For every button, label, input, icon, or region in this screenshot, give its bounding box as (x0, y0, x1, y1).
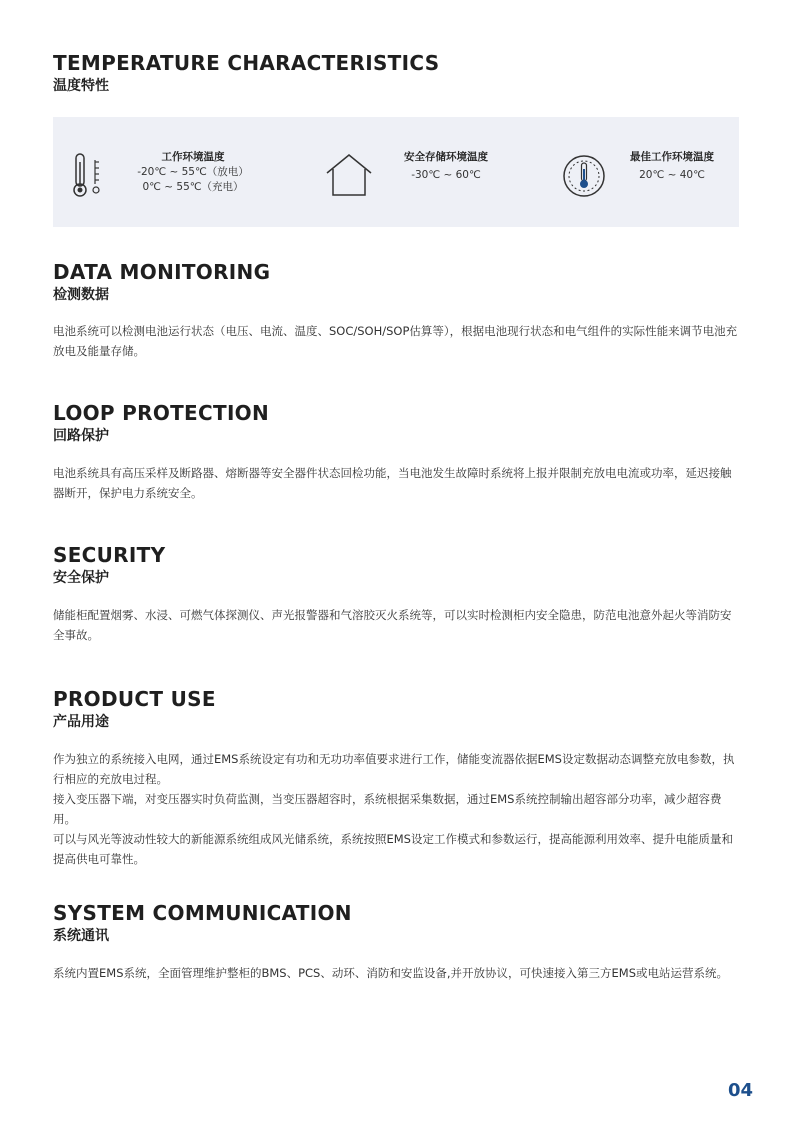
security-body (53, 605, 741, 645)
temperature-panel (53, 117, 739, 227)
security-subtitle: 安全保护 (53, 570, 109, 586)
product-use-title: PRODUCT USE (53, 687, 216, 711)
body-paragraph: 可以与风光等波动性较大的新能源系统组成风光储系统，系统按照EMS设定工作模式和参数运行，提高能源利用效率、提升电能质量和提高供电可靠性。 (53, 832, 733, 866)
body-paragraph: 电池系统可以检测电池运行状态（电压、电流、温度、SOC/SOH/SOP估算等），根据电池现行状态和电气组件的实际性能来调节电池充放电及能量存储。 (53, 324, 738, 358)
system-communication-title: SYSTEM COMMUNICATION (53, 901, 352, 925)
system-communication-section (53, 902, 743, 983)
body-paragraph: 接入变压器下端，对变压器实时负荷监测，当变压器超容时，系统根据采集数据，通过EMS系统控制输出超容部分功率，减少超容费用。 (53, 792, 722, 826)
temp-text-optimal (617, 149, 727, 183)
temp-value: -30℃ ~ 60℃ (411, 169, 481, 181)
house-icon (325, 153, 373, 197)
temp-text-storage (381, 149, 511, 183)
temp-label: 最佳工作环境温度 (630, 151, 714, 163)
system-communication-subtitle: 系统通讯 (53, 928, 109, 944)
temp-value: 20℃ ~ 40℃ (639, 169, 705, 181)
product-use-section (53, 688, 743, 869)
temp-item-storage (311, 117, 511, 227)
temperature-title: TEMPERATURE CHARACTERISTICS (53, 51, 440, 75)
temperature-subtitle: 温度特性 (53, 78, 109, 94)
loop-protection-body (53, 463, 741, 503)
temp-value: -20℃ ~ 55℃（放电） (137, 166, 249, 178)
data-monitoring-subtitle: 检测数据 (53, 287, 109, 303)
thermometer-icon (71, 152, 105, 198)
data-monitoring-section (53, 261, 743, 361)
temperature-section (53, 52, 743, 96)
product-use-subtitle: 产品用途 (53, 714, 109, 730)
loop-protection-title: LOOP PROTECTION (53, 401, 270, 425)
body-paragraph: 电池系统具有高压采样及断路器、熔断器等安全器件状态回检功能，当电池发生故障时系统将上报并限制充放电电流或功率，延迟接触器断开，保护电力系统安全。 (53, 466, 732, 500)
page-number: 04 (727, 1080, 753, 1101)
security-title: SECURITY (53, 543, 166, 567)
temp-item-optimal (553, 117, 739, 227)
temp-label: 工作环境温度 (161, 151, 225, 163)
data-monitoring-title: DATA MONITORING (53, 260, 271, 284)
loop-protection-subtitle: 回路保护 (53, 428, 109, 444)
gauge-thermometer-icon (561, 153, 607, 199)
body-paragraph: 系统内置EMS系统，全面管理维护整柜的BMS、PCS、动环、消防和安监设备,并开放协议，可快速接入第三方EMS或电站运营系统。 (53, 966, 729, 980)
temp-label: 安全存储环境温度 (404, 151, 488, 163)
product-use-body (53, 749, 741, 869)
security-section (53, 544, 743, 645)
system-communication-body (53, 963, 741, 983)
data-monitoring-body (53, 321, 741, 361)
loop-protection-section (53, 402, 743, 503)
temp-value: 0℃ ~ 55℃（充电） (142, 181, 244, 193)
body-paragraph: 储能柜配置烟雾、水浸、可燃气体探测仪、声光报警器和气溶胶灭火系统等，可以实时检测柜内安全隐患，防范电池意外起火等消防安全事故。 (53, 608, 732, 642)
temp-item-working (53, 117, 283, 227)
body-paragraph: 作为独立的系统接入电网，通过EMS系统设定有功和无功功率值要求进行工作，储能变流器依据EMS设定数据动态调整充放电参数，执行相应的充放电过程。 (53, 752, 735, 786)
temp-text-working (133, 149, 253, 195)
